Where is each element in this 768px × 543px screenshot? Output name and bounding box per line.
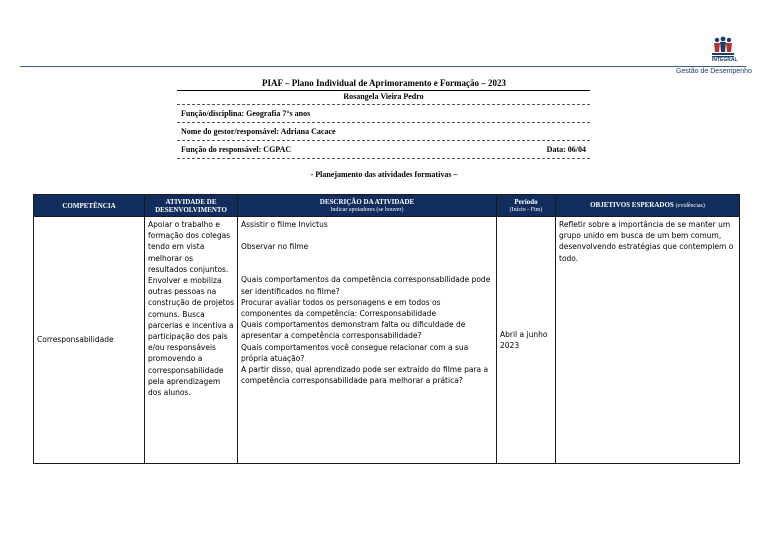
header-periodo: Período (Início - Fim) [497, 195, 556, 217]
cell-descricao [238, 217, 497, 464]
logo-caption: Gestão de Desempenho [676, 68, 752, 75]
header-competencia: COMPETÊNCIA [34, 195, 145, 217]
planning-title: - Planejamento das atividades formativas – [310, 170, 458, 179]
integral-logo [700, 36, 746, 66]
header-atividade: ATIVIDADE DE DESENVOLVIMENTO [145, 195, 238, 217]
manager-role-label: Função do responsável: CGPAC [181, 145, 292, 154]
descricao-question-4: Quais comportamentos você consegue relacionar com a sua própria atuação? [241, 342, 469, 363]
person-name: Rosangela Vieira Pedro [177, 90, 590, 105]
cell-competencia: Corresponsabilidade [34, 217, 145, 464]
descricao-line-1: Assistir o filme Invictus [241, 220, 328, 229]
document-title: PIAF – Plano Individual de Aprimoramento e Formação – 2023 [262, 78, 506, 88]
manager-row [177, 123, 590, 141]
logo-text: INTEGRAL [712, 57, 738, 63]
cell-periodo: Abril a junho 2023 [497, 217, 556, 464]
cell-objetivos: Refletir sobre a importância de se manter um grupo unido em busca de um bem comum, desenvolvendo estratégias que contemplem o todo. [556, 217, 740, 464]
manager-role-row [177, 141, 590, 159]
header-periodo-sub: (Início - Fim) [509, 206, 543, 213]
cell-atividade: Apoiar o trabalho e formação dos colegas tendo em vista melhorar os resultados conjuntos. Envolver e mobiliza outras pessoas na construção de projetos comuns. Busca parcerias e incentiva a participação dos pais e/ou responsáveis promovendo a corresponsabilidade pela aprendizagem dos alunos. [145, 217, 238, 464]
header-objetivos-sub: (evidências) [675, 203, 705, 209]
descricao-question-3: Quais comportamentos demonstram falta ou dificuldade de apresentar a competência corresponsabilidade? [241, 320, 466, 341]
table-header-row [34, 195, 740, 217]
header-objetivos: OBJETIVOS ESPERADOS (evidências) [556, 195, 740, 217]
header-descricao-sub: Indicar apoiadores (se houver) [330, 206, 404, 213]
header-divider [20, 66, 746, 67]
descricao-question-1: Quais comportamentos da competência corresponsabilidade pode ser identificados no filme? [241, 275, 491, 296]
manager-label: Nome do gestor/responsável: Adriana Cacace [181, 127, 336, 136]
role-label: Função/disciplina: Geografia 7°s anos [181, 109, 311, 118]
date-label: Data: 06/04 [546, 145, 586, 154]
planning-table [33, 194, 740, 464]
table-row [34, 217, 740, 464]
info-box [177, 90, 590, 159]
role-row [177, 105, 590, 123]
descricao-question-5: A partir disso, qual aprendizado pode ser extraído do filme para a competência corresponsabilidade para melhorar a prática? [241, 365, 489, 386]
header-descricao: DESCRIÇÃO DA ATIVIDADE Indicar apoiadores (se houver) [238, 195, 497, 217]
descricao-line-2: Observar no filme [241, 242, 309, 252]
descricao-question-2: Procurar avaliar todos os personagens e em todos os componentes da competência: Corresponsabilidade [241, 297, 441, 319]
